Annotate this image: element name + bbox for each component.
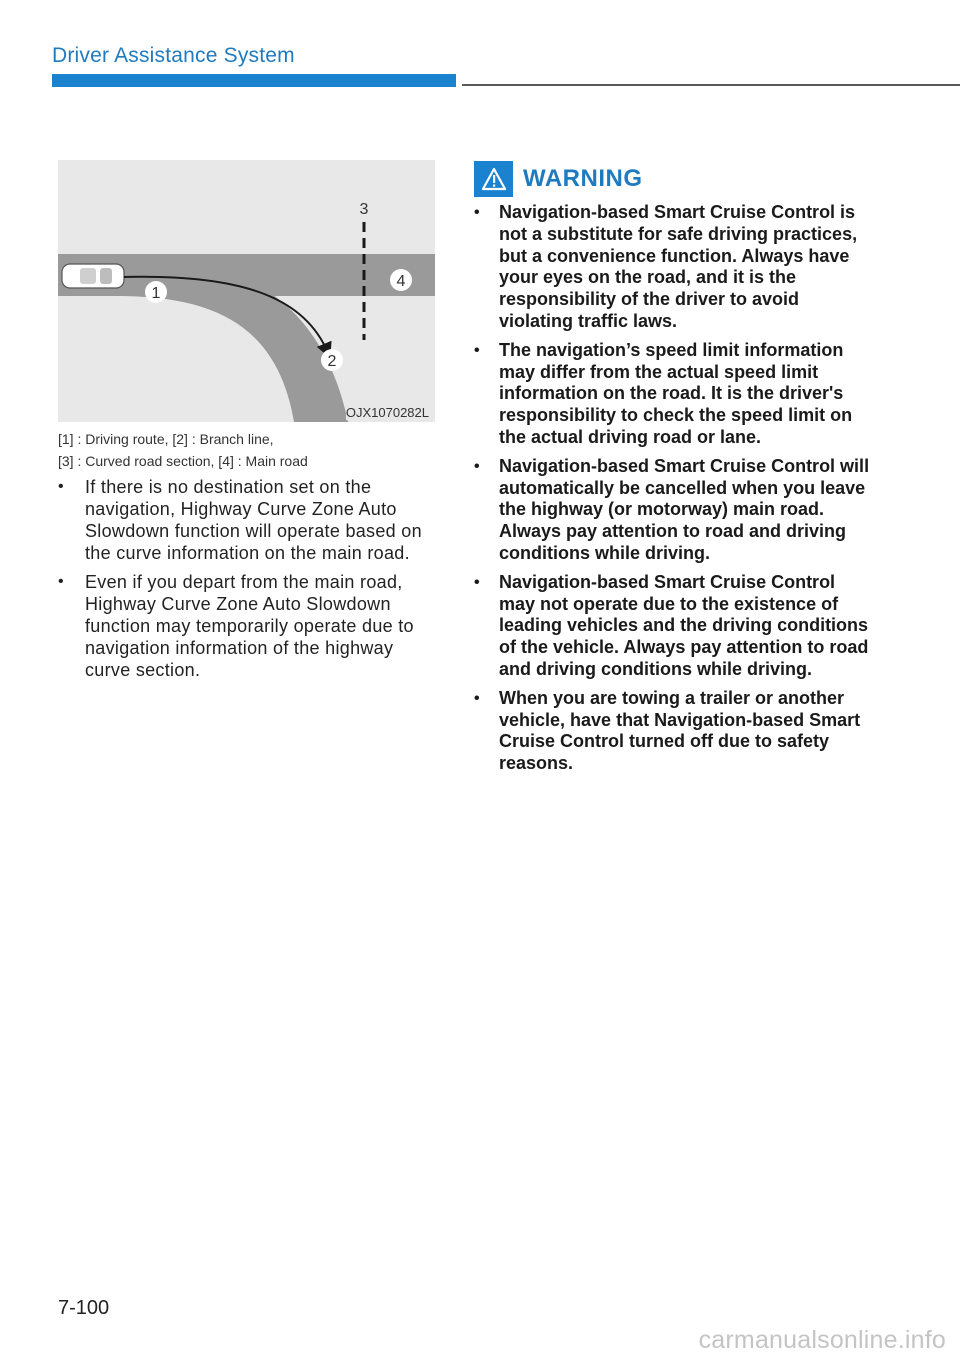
callout-1-label: 1 bbox=[151, 285, 161, 302]
warning-item: • Navigation-based Smart Cruise Control will automatically be cancelled when you leave the highway (or motorway) main road. Always pay attention to road and driving conditions while driving. bbox=[474, 456, 874, 565]
header-rule bbox=[462, 84, 960, 86]
header-title: Driver Assistance System bbox=[52, 44, 295, 67]
info-bullet-list bbox=[58, 476, 438, 688]
warning-header bbox=[474, 161, 643, 197]
list-item: • If there is no destination set on the navigation, Highway Curve Zone Auto Slowdown function will operate based on the curve information on the main road. bbox=[58, 476, 438, 564]
footer-watermark: carmanualsonline.info bbox=[698, 1326, 946, 1354]
caption-line: [1] : Driving route, [2] : Branch line, bbox=[58, 431, 274, 447]
callout-3 bbox=[353, 197, 375, 219]
callout-3-label: 3 bbox=[359, 201, 369, 218]
warning-bullet-list bbox=[474, 202, 874, 782]
warning-item: • The navigation’s speed limit information may differ from the actual speed limit information on the road. It is the driver's responsibility to check the speed limit on the actual driving road or lane. bbox=[474, 340, 874, 449]
road-diagram bbox=[58, 160, 435, 422]
figure-caption bbox=[58, 428, 438, 472]
callout-2-label: 2 bbox=[327, 353, 337, 370]
page-number: 7-100 bbox=[58, 1297, 110, 1319]
list-item: • Even if you depart from the main road, Highway Curve Zone Auto Slowdown function may temporarily operate due to navigation information of the highway curve section. bbox=[58, 571, 438, 681]
warning-triangle-icon bbox=[474, 161, 513, 197]
caption-line: [3] : Curved road section, [4] : Main road bbox=[58, 453, 308, 469]
warning-item: • When you are towing a trailer or another vehicle, have that Navigation-based Smart Cruise Control turned off due to safety reasons. bbox=[474, 688, 874, 775]
header-accent-bar bbox=[52, 74, 456, 87]
callout-4 bbox=[390, 269, 412, 291]
warning-item: • Navigation-based Smart Cruise Control may not operate due to the existence of leading vehicles and the driving conditions of the vehicle. Always pay attention to road and driving conditions while driving. bbox=[474, 572, 874, 681]
road-illustration bbox=[58, 160, 435, 422]
warning-label: WARNING bbox=[523, 165, 643, 192]
callout-4-label: 4 bbox=[396, 273, 406, 290]
car-icon bbox=[62, 264, 124, 288]
callout-2 bbox=[321, 349, 343, 371]
figure-code: OJX1070282L bbox=[345, 405, 429, 420]
callout-1 bbox=[145, 281, 167, 303]
warning-item: • Navigation-based Smart Cruise Control is not a substitute for safe driving practices, but a convenience function. Always have your eyes on the road, and it is the responsibility of the driver to avoid violating traffic laws. bbox=[474, 202, 874, 333]
